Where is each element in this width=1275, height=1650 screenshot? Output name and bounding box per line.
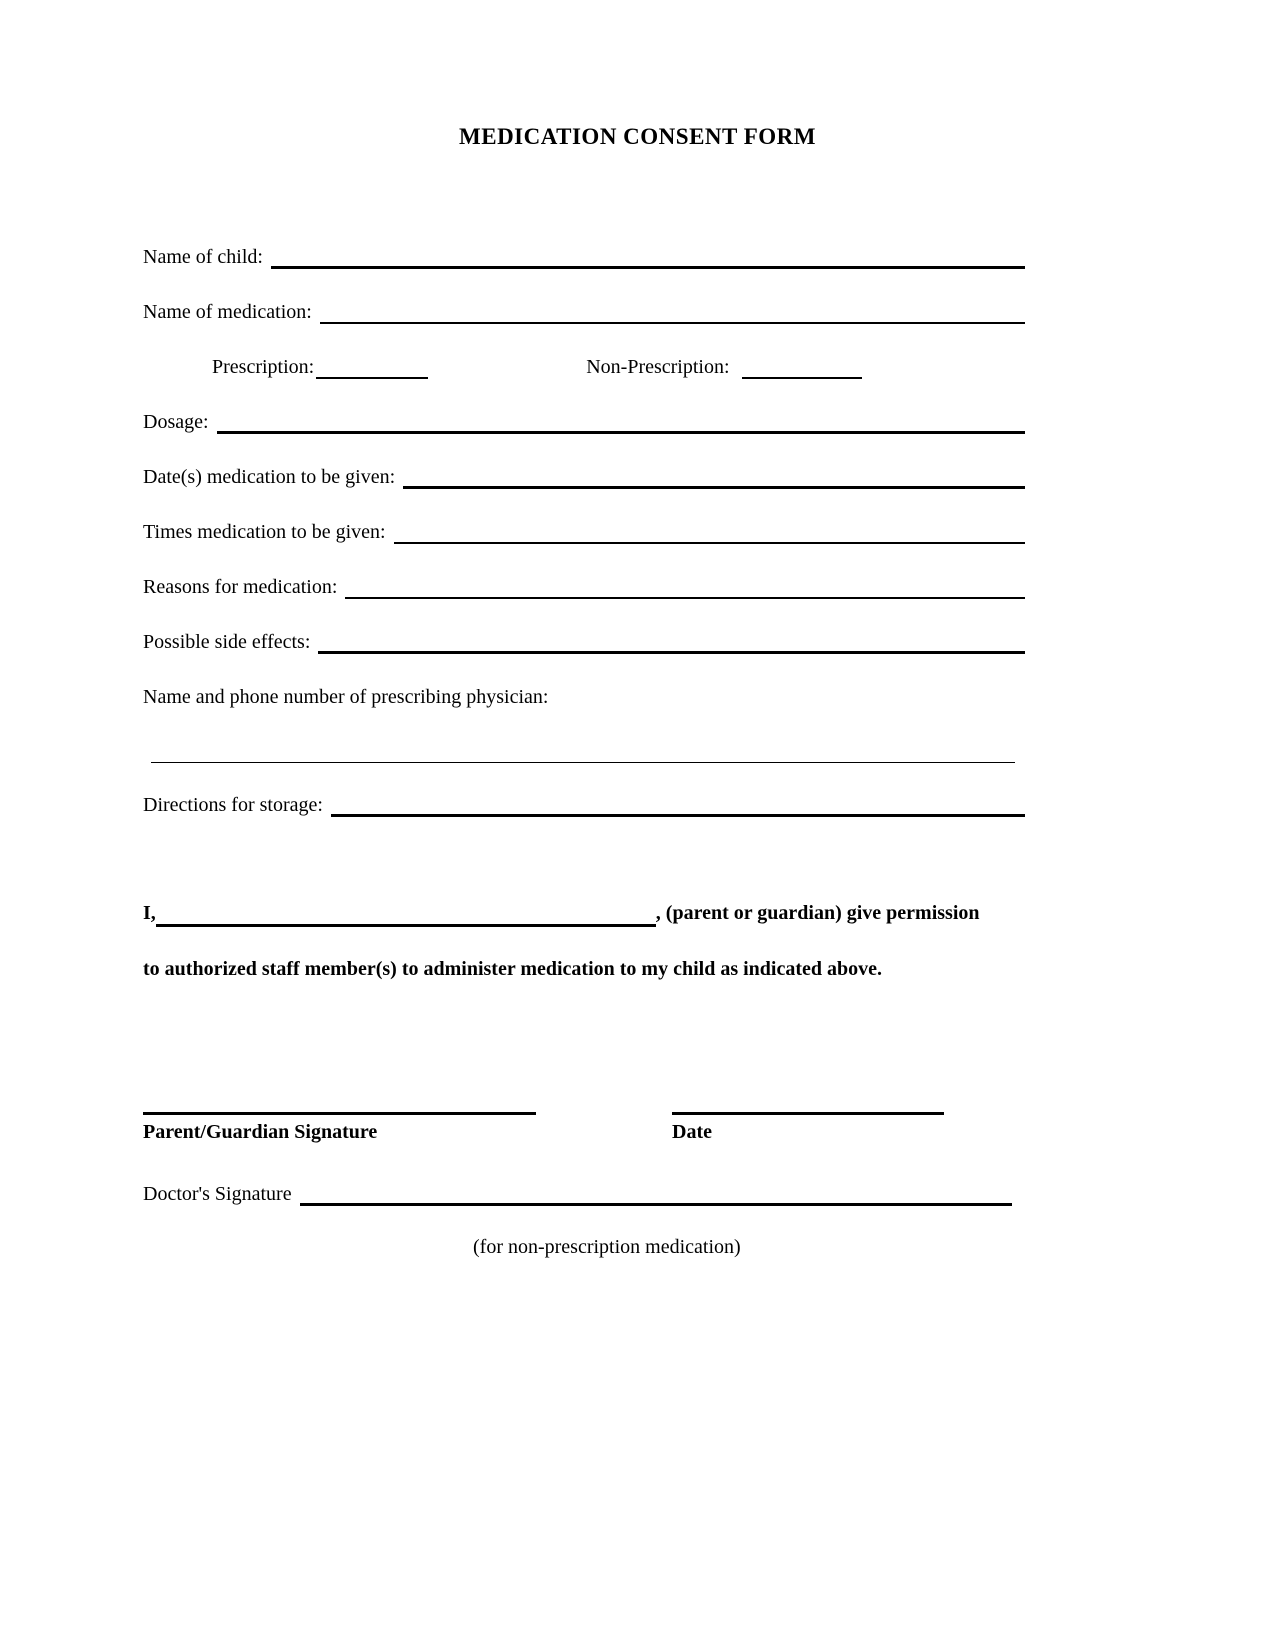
date-block <box>672 1112 944 1146</box>
storage-label: Directions for storage: <box>143 794 323 816</box>
reasons-input[interactable] <box>345 570 1025 599</box>
field-row-doctor-signature <box>143 1179 1012 1206</box>
dates-given-input[interactable] <box>403 459 1025 489</box>
field-row-dosage <box>143 407 1025 434</box>
doctor-signature-label: Doctor's Signature <box>143 1183 292 1205</box>
date-label: Date <box>672 1121 712 1143</box>
non-prescription-input[interactable] <box>742 350 862 379</box>
dates-given-label: Date(s) medication to be given: <box>143 466 396 488</box>
field-row-physician-label <box>143 682 1025 709</box>
field-row-prescription-type <box>143 352 1025 379</box>
parent-guardian-name-input[interactable] <box>156 902 656 927</box>
reasons-label: Reasons for medication: <box>143 576 338 598</box>
permission-statement-line2: to authorized staff member(s) to administer medication to my child as indicated above. <box>143 958 883 980</box>
parent-signature-input[interactable] <box>143 1112 536 1115</box>
field-row-name-of-medication <box>143 297 1025 324</box>
dosage-input[interactable] <box>217 404 1025 434</box>
name-of-child-input[interactable] <box>271 239 1025 269</box>
name-of-medication-input[interactable] <box>320 295 1025 324</box>
form-title: MEDICATION CONSENT FORM <box>459 124 816 149</box>
field-row-side-effects <box>143 627 1025 654</box>
dosage-label: Dosage: <box>143 411 209 433</box>
permission-intro: I, <box>143 902 156 924</box>
times-given-label: Times medication to be given: <box>143 521 386 543</box>
doctor-signature-input[interactable] <box>300 1176 1012 1206</box>
date-input[interactable] <box>672 1112 944 1115</box>
parent-signature-block <box>143 1112 536 1146</box>
form-body <box>143 242 1025 1261</box>
permission-statement-line1 <box>143 900 1025 927</box>
field-row-dates-given <box>143 462 1025 489</box>
physician-input[interactable] <box>151 762 1015 763</box>
side-effects-label: Possible side effects: <box>143 631 311 653</box>
parent-signature-label: Parent/Guardian Signature <box>143 1121 378 1143</box>
field-row-storage <box>143 790 1025 817</box>
physician-label: Name and phone number of prescribing physician: <box>143 686 549 708</box>
field-row-name-of-child <box>143 242 1025 269</box>
times-given-input[interactable] <box>394 515 1025 544</box>
field-row-reasons <box>143 572 1025 599</box>
non-prescription-label: Non-Prescription: <box>586 356 730 378</box>
name-of-child-label: Name of child: <box>143 246 263 268</box>
storage-input[interactable] <box>331 787 1025 817</box>
side-effects-input[interactable] <box>318 624 1025 654</box>
doctor-signature-note: (for non-prescription medication) <box>473 1236 741 1258</box>
permission-after-blank: , (parent or guardian) give permission <box>655 902 980 924</box>
prescription-label: Prescription: <box>212 356 315 378</box>
signature-section <box>143 1112 1025 1146</box>
field-row-times-given <box>143 517 1025 544</box>
name-of-medication-label: Name of medication: <box>143 301 312 323</box>
prescription-input[interactable] <box>316 350 428 379</box>
